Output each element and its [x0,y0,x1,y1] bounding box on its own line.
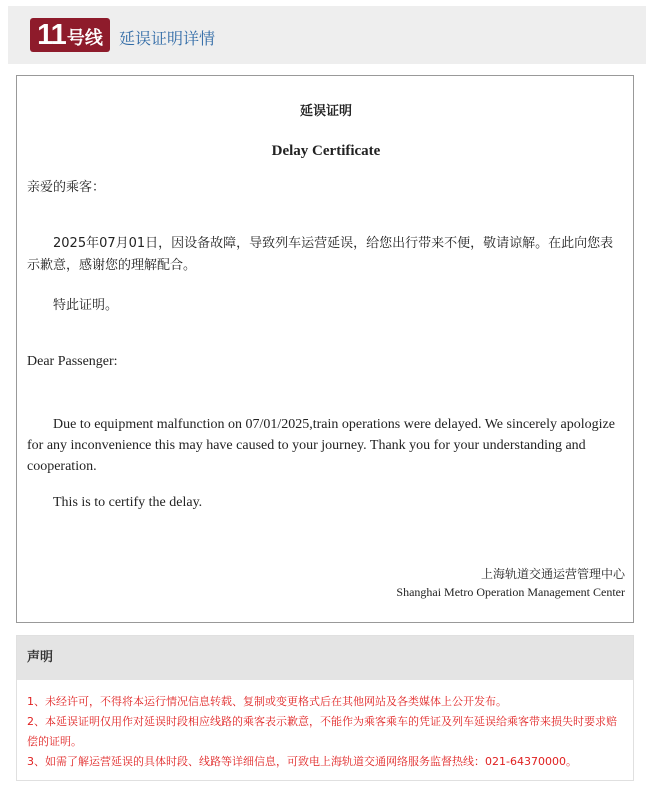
notice-item: 3、如需了解运营延误的具体时段、线路等详细信息，可致电上海轨道交通网络服务监督热线：021-64370000。 [27,755,577,768]
page-title: 延误证明详情 [119,29,216,48]
notice-item: 1、未经许可，不得将本运行情况信息转载、复制或变更格式后在其他网站及各类媒体上公开发布。 [27,695,507,708]
body-cn: 2025年07月01日，因设备故障，导致列车运营延误，给您出行带来不便，敬请谅解。在此向您表示歉意，感谢您的理解配合。 [27,236,614,273]
certify-en: This is to certify the delay. [53,495,203,510]
body-en: Due to equipment malfunction on 07/01/2025,train operations were delayed. We sincerely apologize for any inconvenience this may have caused to your journey. Thank you for your understanding and cooperation. [27,417,615,474]
delay-certificate [16,75,634,623]
line-badge [30,18,110,52]
notice-item: 2、本延误证明仅用作对延误时段相应线路的乘客表示歉意，不能作为乘客乘车的凭证及列车延误给乘客带来损失时要求赔偿的证明。 [27,715,617,748]
issuer-en: Shanghai Metro Operation Management Center [396,585,625,599]
line-suffix: 号线 [66,28,103,49]
issuer-cn: 上海轨道交通运营管理中心 [480,567,625,581]
header-bar [8,6,646,64]
greeting-en: Dear Passenger: [27,354,118,369]
notice-list [17,680,633,772]
greeting-cn: 亲爱的乘客： [27,180,106,195]
certify-cn: 特此证明。 [53,298,119,313]
notice-title: 声明 [17,636,633,680]
certificate-title-cn: 延误证明 [299,104,352,119]
line-number: 11 [37,19,66,51]
notice-panel [16,635,634,781]
certificate-title-en: Delay Certificate [271,143,381,159]
